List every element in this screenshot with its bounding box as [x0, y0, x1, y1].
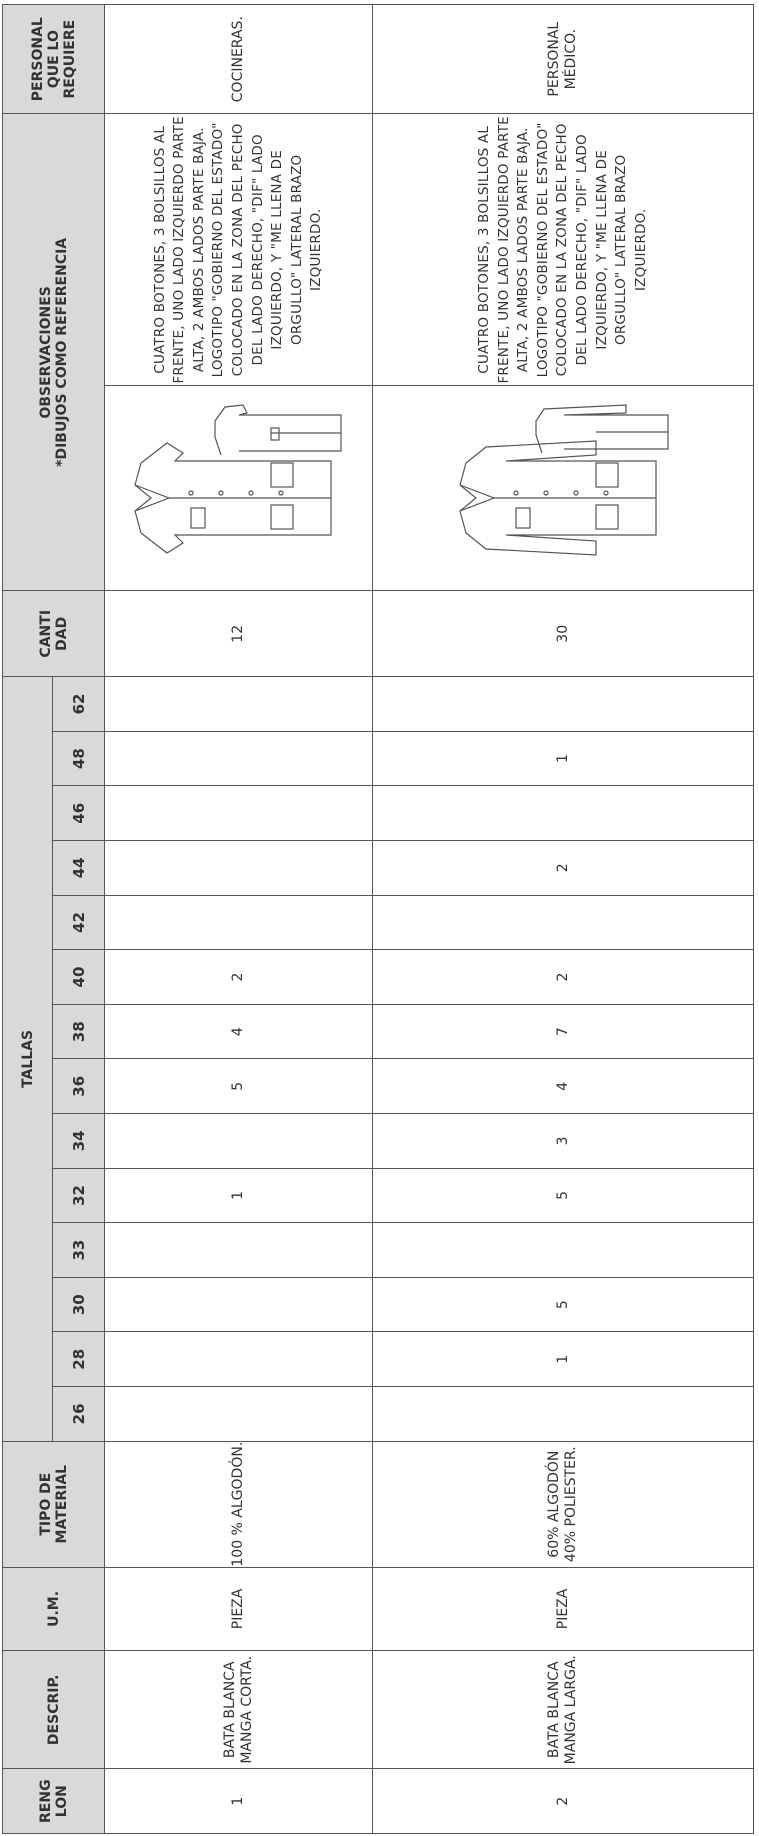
size-qty-cell	[105, 895, 373, 950]
size-qty-cell	[105, 677, 373, 732]
size-qty-cell	[373, 895, 754, 950]
size-qty-cell	[105, 841, 373, 896]
uniform-requirements-table	[2, 4, 754, 1834]
size-qty-cell	[373, 677, 754, 732]
header-observaciones-subtitle: *DIBUJOS COMO REFERENCIA	[53, 237, 70, 467]
header-observaciones-title: OBSERVACIONES	[37, 286, 54, 419]
drawing-cell	[105, 386, 373, 591]
size-qty-cell	[105, 1387, 373, 1442]
size-qty-cell	[105, 1223, 373, 1278]
header-size-46: 46	[53, 786, 105, 841]
renglon-cell: 1	[105, 1769, 373, 1834]
header-size-33: 33	[53, 1223, 105, 1278]
header-um: U.M.	[3, 1567, 105, 1651]
size-qty-cell	[105, 786, 373, 841]
personal-cell: PERSONAL MÉDICO.	[373, 5, 754, 114]
header-size-34: 34	[53, 1114, 105, 1169]
short-sleeve-coat-drawing	[121, 403, 351, 573]
descrip-cell: BATA BLANCA MANGA CORTA.	[105, 1651, 373, 1769]
header-tipo-material: TIPO DE MATERIAL	[3, 1441, 105, 1567]
header-size-28: 28	[53, 1332, 105, 1387]
header-size-42: 42	[53, 895, 105, 950]
personal-cell: COCINERAS.	[105, 5, 373, 114]
size-qty-cell: 2	[373, 841, 754, 896]
drawing-cell	[373, 386, 754, 591]
size-qty-cell: 5	[373, 1277, 754, 1332]
header-size-62: 62	[53, 677, 105, 732]
size-qty-cell	[373, 786, 754, 841]
table-row	[105, 5, 373, 1834]
size-qty-cell: 5	[105, 1059, 373, 1114]
size-qty-cell: 7	[373, 1004, 754, 1059]
header-size-26: 26	[53, 1387, 105, 1442]
table-row	[373, 5, 754, 1834]
size-qty-cell: 4	[373, 1059, 754, 1114]
um-cell: PIEZA	[105, 1567, 373, 1651]
size-qty-cell: 1	[373, 1332, 754, 1387]
descrip-cell: BATA BLANCA MANGA LARGA.	[373, 1651, 754, 1769]
size-qty-cell: 2	[105, 950, 373, 1005]
size-qty-cell: 3	[373, 1114, 754, 1169]
header-size-38: 38	[53, 1004, 105, 1059]
header-cantidad: CANTI DAD	[3, 591, 105, 677]
size-qty-cell: 1	[373, 731, 754, 786]
observaciones-cell: CUATRO BOTONES, 3 BOLSILLOS AL FRENTE, UNO LADO IZQUIERDO PARTE ALTA, 2 AMBOS LADOS PARTE BAJA. LOGOTIPO "GOBIERNO DEL ESTADO" COLOCADO EN LA ZONA DEL PECHO DEL LADO DERECHO, "DIF" LADO IZQUIERDO, Y "ME LLENA DE ORGULLO" LATERAL BRAZO IZQUIERDO.	[373, 114, 754, 386]
material-cell: 100 % ALGODÓN.	[105, 1441, 373, 1567]
header-observaciones	[3, 114, 105, 591]
table-body	[105, 5, 754, 1834]
um-cell: PIEZA	[373, 1567, 754, 1651]
long-sleeve-coat-drawing	[446, 403, 676, 573]
size-qty-cell: 4	[105, 1004, 373, 1059]
header-tallas: TALLAS	[3, 677, 53, 1442]
size-qty-cell: 5	[373, 1168, 754, 1223]
header-size-44: 44	[53, 841, 105, 896]
size-qty-cell	[105, 1332, 373, 1387]
header-size-32: 32	[53, 1168, 105, 1223]
size-qty-cell: 2	[373, 950, 754, 1005]
header-descrip: DESCRIP.	[3, 1651, 105, 1769]
observaciones-cell: CUATRO BOTONES, 3 BOLSILLOS AL FRENTE, UNO LADO IZQUIERDO PARTE ALTA, 2 AMBOS LADOS PARTE BAJA. LOGOTIPO "GOBIERNO DEL ESTADO" COLOCADO EN LA ZONA DEL PECHO DEL LADO DERECHO, "DIF" LADO IZQUIERDO, Y "ME LLENA DE ORGULLO" LATERAL BRAZO IZQUIERDO.	[105, 114, 373, 386]
header-personal: PERSONAL QUE LO REQUIERE	[3, 5, 105, 114]
renglon-cell: 2	[373, 1769, 754, 1834]
size-qty-cell: 1	[105, 1168, 373, 1223]
size-qty-cell	[105, 731, 373, 786]
header-size-40: 40	[53, 950, 105, 1005]
size-qty-cell	[373, 1387, 754, 1442]
cantidad-cell: 30	[373, 591, 754, 677]
header-size-36: 36	[53, 1059, 105, 1114]
header-renglon: RENG LON	[3, 1769, 105, 1834]
material-cell: 60% ALGODÓN 40% POLIESTER.	[373, 1441, 754, 1567]
size-qty-cell	[105, 1114, 373, 1169]
size-qty-cell	[373, 1223, 754, 1278]
header-size-30: 30	[53, 1277, 105, 1332]
size-qty-cell	[105, 1277, 373, 1332]
cantidad-cell: 12	[105, 591, 373, 677]
header-size-48: 48	[53, 731, 105, 786]
